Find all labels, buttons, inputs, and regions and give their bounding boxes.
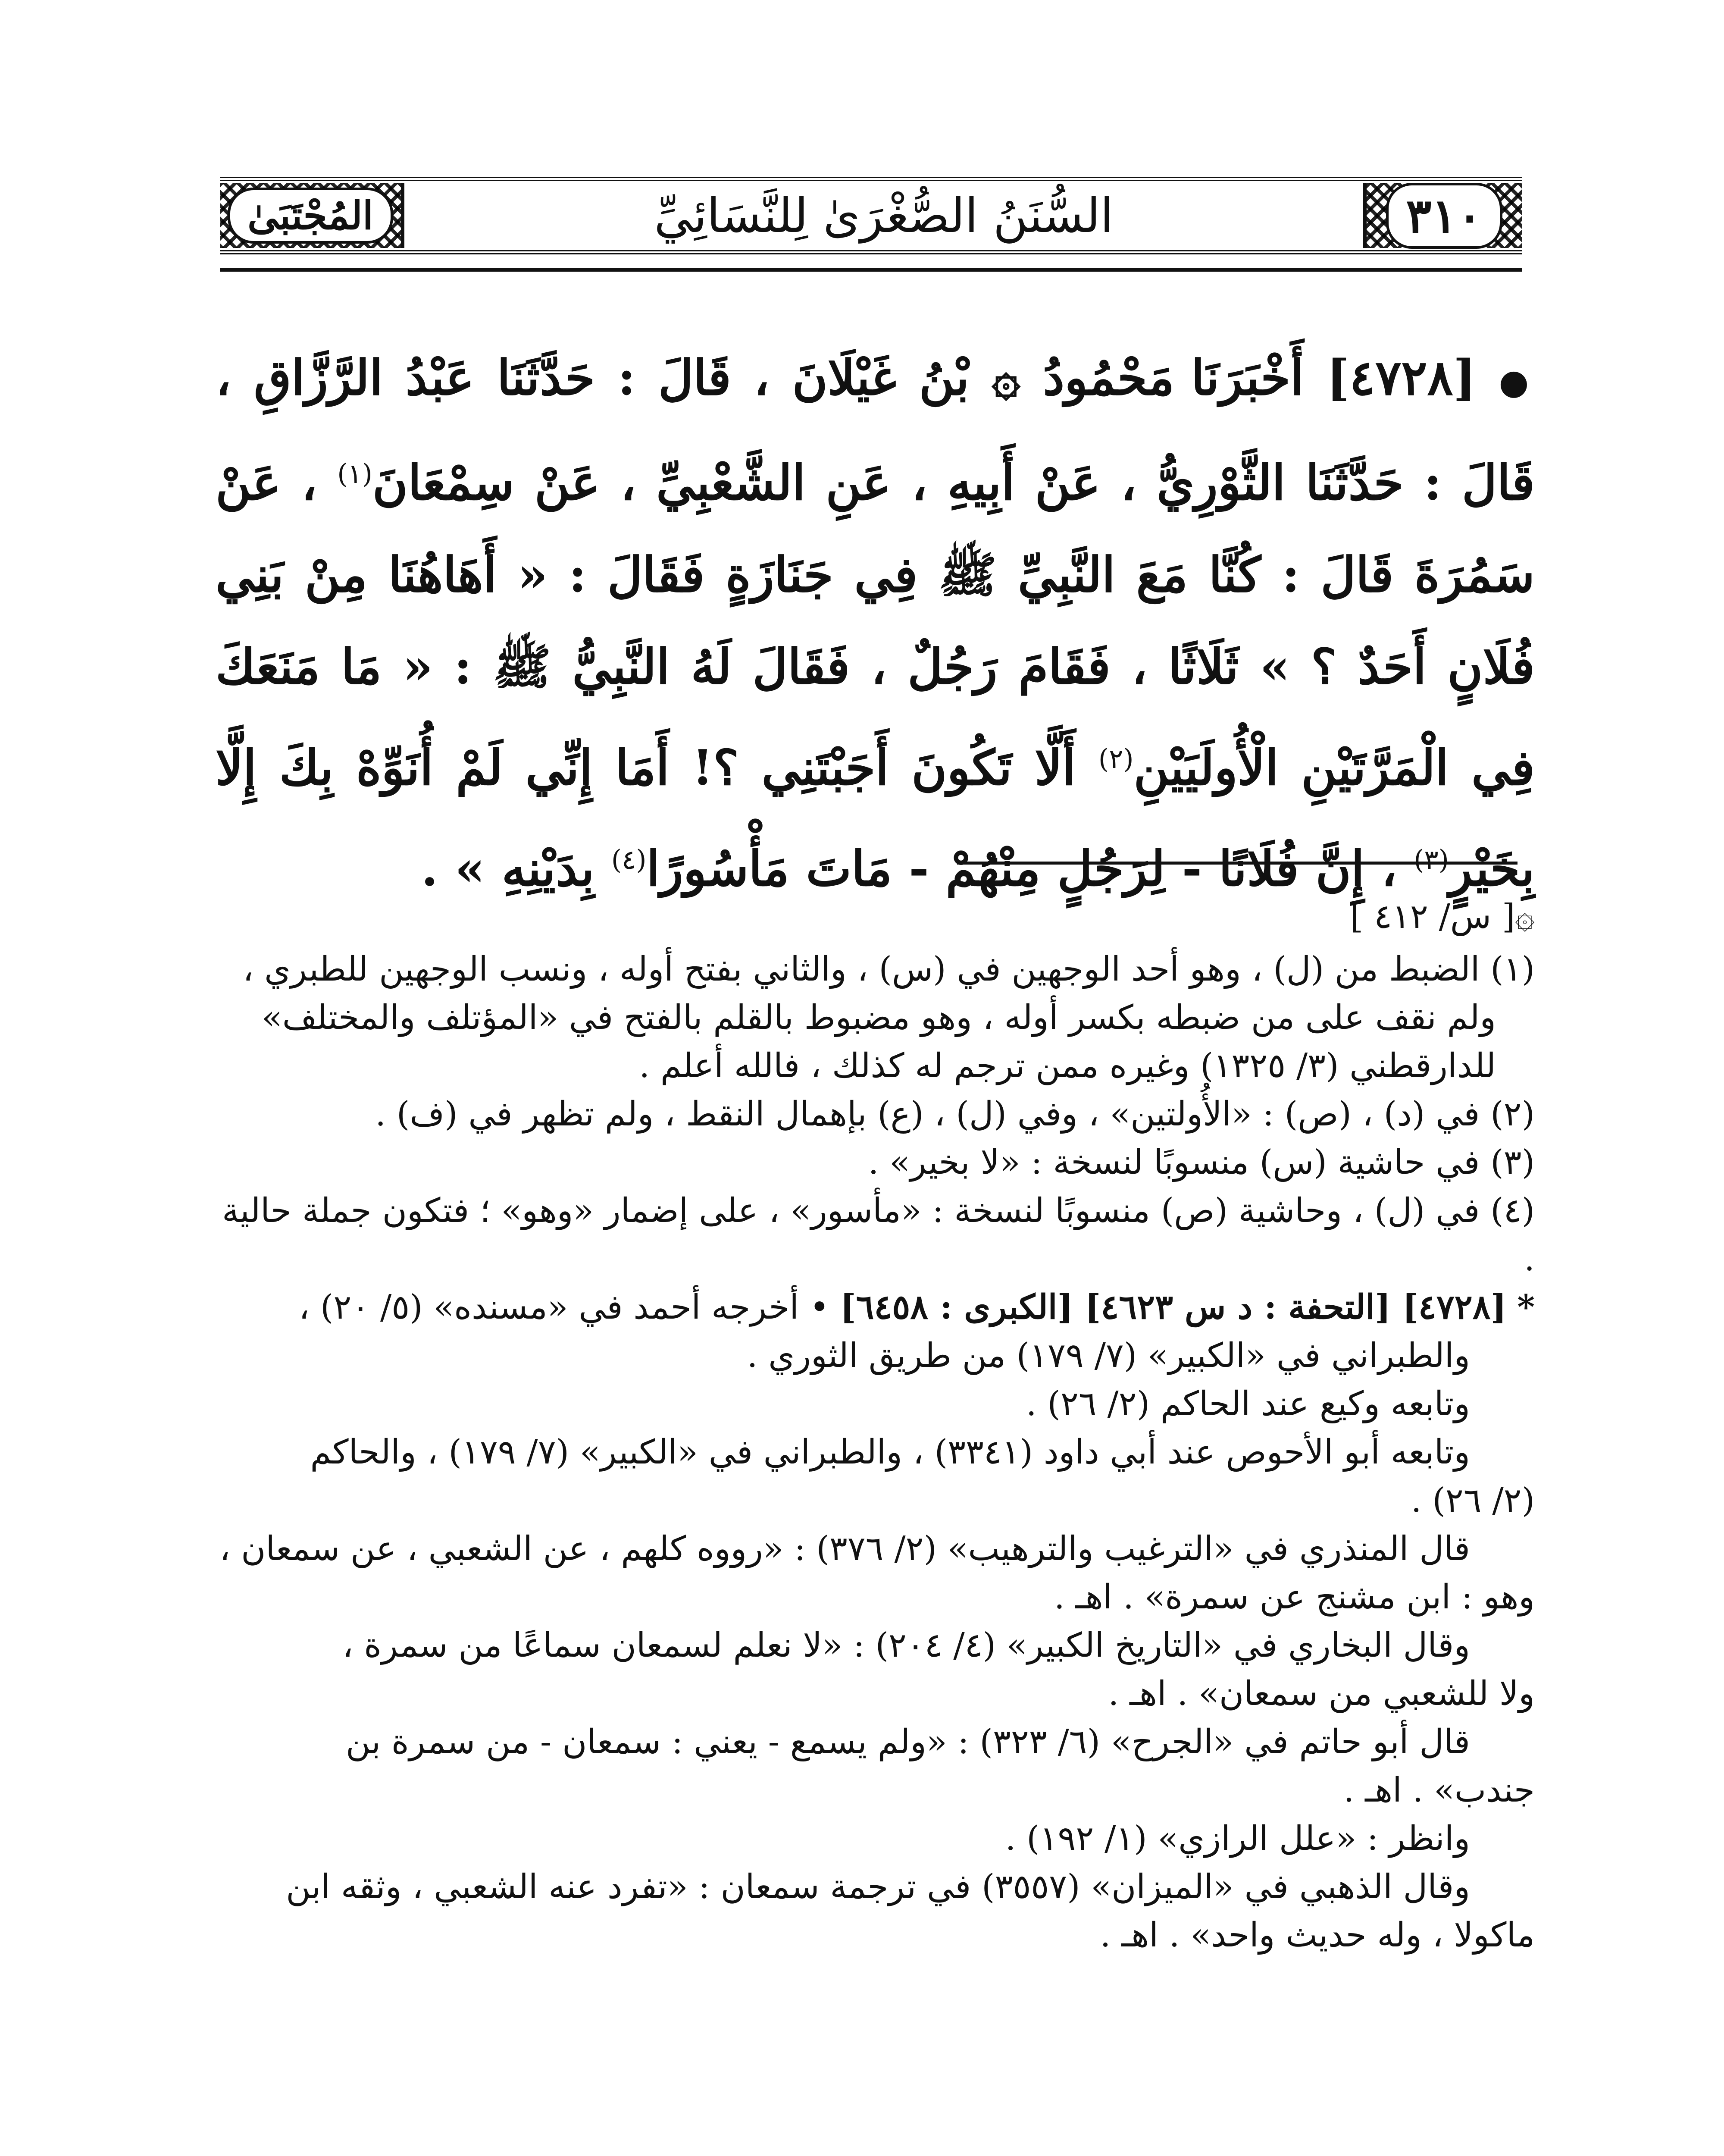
footnote-ref-2: (٢) [1098, 743, 1134, 774]
hadith-line-2b: ، عَنْ سَمُرَةَ قَالَ : كُنَّا مَعَ النَّبِيِّ [216, 454, 1535, 603]
header-ornament-right [1367, 183, 1522, 248]
hadith-text [216, 332, 1535, 915]
footnote-separator [957, 862, 1517, 865]
mujtaba-emblem: المُجْتَبَىٰ [228, 188, 393, 244]
hadith-line-5a: أُنَوِّهْ بِكَ إِلَّا بِخَيْرٍ [216, 739, 1535, 897]
hadith-line-1: أَخْبَرَنَا مَحْمُودُ ۞ بْنُ غَيْلَانَ ، قَالَ : حَدَّثَنَا عَبْدُ الرَّزَّاقِ ، قَالَ : حَدَّثَنَا [216, 350, 1535, 511]
page-number: ٣١٠ [1386, 183, 1502, 249]
footnote-1-line-3: للدارقطني (٣/ ١٣٢٥) وغيره ممن ترجم له كذلك ، فالله أعلم . [639, 1047, 1496, 1085]
footnote-1-line-1: (١) الضبط من (ل) ، وهو أحد الوجهين في (س) ، والثاني بفتح أوله ، ونسب الوجهين للطبري ، [243, 950, 1535, 989]
takhrij-line-9: ولا للشعبي من سمعان» . اهـ . [1108, 1674, 1535, 1713]
takhrij-line-12: وانظر : «علل الرازي» (١/ ١٩٢) . [1005, 1819, 1470, 1858]
takhrij-line-7: وهو : ابن مشنج عن سمرة» . اهـ . [1054, 1578, 1535, 1617]
footnote-ref-3: (٣) [1414, 843, 1449, 875]
footnote-4: (٤) في (ل) ، وحاشية (ص) منسوبًا لنسخة : «مأسور» ، على إضمار «وهو» ؛ فتكون جملة حالية . [222, 1191, 1535, 1279]
takhrij-heading [216, 1283, 1535, 1332]
takhrij-line-11: جندب» . اهـ . [1343, 1771, 1535, 1810]
footnote-ref-1: (١) [337, 458, 372, 490]
takhrij-line-2: والطبراني في «الكبير» (٧/ ١٧٩) من طريق الثوري . [747, 1336, 1470, 1375]
footnote-1-line-2: ولم نقف على من ضبطه بكسر أوله ، وهو مضبوط بالقلم بالفتح في «المؤتلف والمختلف» [262, 998, 1496, 1037]
takhrij-line-13: وقال الذهبي في «الميزان» (٣٥٥٧) في ترجمة سمعان : «تفرد عنه الشعبي ، وثقه ابن [286, 1868, 1470, 1906]
hadith-line-4b: أَلَّا تَكُونَ أَجَبْتَنِي ؟! أَمَا إِنِّي لَمْ [456, 739, 1076, 796]
takhrij-first: • أخرجه أحمد في «مسنده» (٥/ ٢٠) ، [298, 1288, 829, 1327]
takhrij-refs: [٤٧٢٨] [التحفة : د س ٤٦٢٣] [الكبرى : ٦٤٥٨] [840, 1288, 1507, 1327]
takhrij-line-4: وتابعه أبو الأحوص عند أبي داود (٣٣٤١) ، والطبراني في «الكبير» (٧/ ١٧٩) ، والحاكم [310, 1433, 1470, 1472]
takhrij-line-3: وتابعه وكيع عند الحاكم (٢/ ٢٦) . [1026, 1385, 1470, 1423]
star-icon: * [1517, 1288, 1535, 1327]
hadith-number: [٤٧٢٨] [1327, 350, 1476, 406]
footnotes [216, 893, 1535, 1959]
book-title: السُّنَنُ الصُّغْرَىٰ لِلنَّسَائِيِّ [401, 183, 1367, 248]
takhrij-line-6: قال المنذري في «الترغيب والترهيب» (٢/ ٣٧٦) : «رووه كلهم ، عن الشعبي ، عن سمعان ، [219, 1529, 1470, 1568]
hadith-line-5b: ، إِنَّ فُلَانًا - لِرَجُلٍ مِنْهُمْ - مَاتَ مَأْسُورًا [646, 840, 1397, 897]
hadith-line-4a: النَّبِيُّ ﷺ : « مَا مَنَعَكَ فِي الْمَرَّتَيْنِ الْأُولَيَيْنِ [216, 638, 1535, 796]
hadith-line-5c: بِدَيْنِهِ » . [421, 840, 594, 897]
footnote-2: (٢) في (د) ، (ص) : «الأُولتين» ، وفي (ل) ، (ع) بإهمال النقط ، ولم تظهر في (ف) . [375, 1095, 1535, 1134]
footnote-3: (٣) في حاشية (س) منسوبًا لنسخة : «لا بخير» . [868, 1143, 1535, 1182]
hadith-line-3: ﷺ فِي جَنَازَةٍ فَقَالَ : « أَهَاهُنَا مِنْ بَنِي فُلَانٍ أَحَدٌ ؟ » ثَلَاثًا ، فَقَامَ رَجُلٌ ، فَقَالَ لَهُ [216, 546, 1535, 695]
footnote-ref-4: (٤) [611, 843, 647, 875]
takhrij-line-14: ماكولا ، وله حديث واحد» . اهـ . [1100, 1916, 1535, 1955]
takhrij-line-5: (٢/ ٢٦) . [1411, 1481, 1535, 1520]
header-ornament-left [220, 183, 401, 248]
bullet-icon: ● [1499, 361, 1535, 402]
takhrij-line-10: قال أبو حاتم في «الجرح» (٦/ ٣٢٣) : «ولم يسمع - يعني : سمعان - من سمرة بن [345, 1723, 1470, 1761]
page-reference: ۞[ س/ ٤١٢ ] [1350, 897, 1535, 936]
takhrij-line-8: وقال البخاري في «التاريخ الكبير» (٤/ ٢٠٤) : «لا نعلم لسمعان سماعًا من سمرة ، [342, 1626, 1470, 1665]
hadith-line-2a: الثَّوْرِيُّ ، عَنْ أَبِيهِ ، عَنِ الشَّعْبِيِّ ، عَنْ سِمْعَانَ [372, 454, 1286, 511]
header-frame [220, 177, 1522, 254]
page-header [220, 160, 1522, 272]
